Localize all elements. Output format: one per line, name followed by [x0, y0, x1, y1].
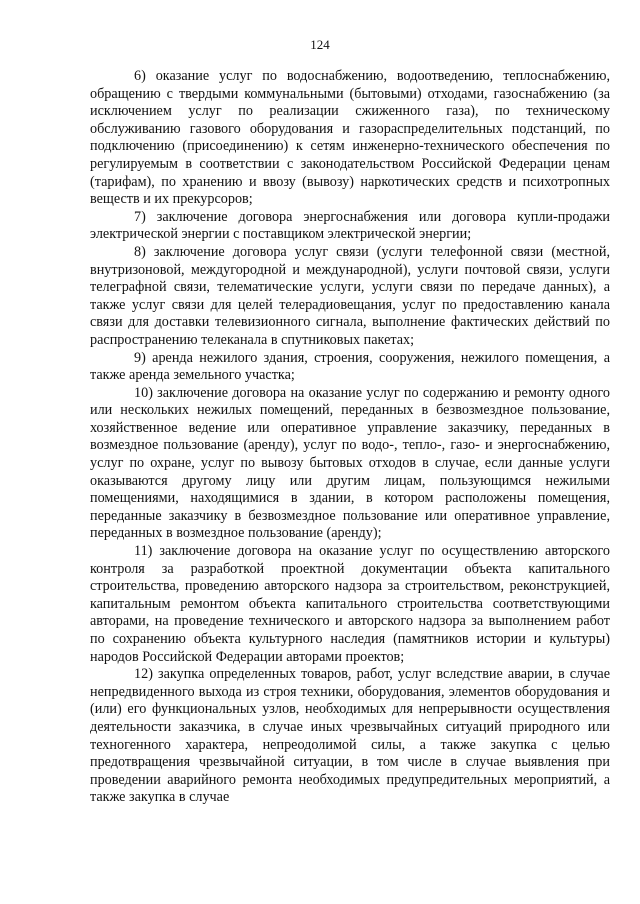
body-text	[90, 68, 610, 807]
page-number: 124	[310, 37, 330, 52]
paragraph-item-9: 9) аренда нежилого здания, строения, сооружения, нежилого помещения, а также аренда земельного участка;	[90, 349, 610, 384]
paragraph-item-10: 10) заключение договора на оказание услуг по содержанию и ремонту одного или нескольких нежилых помещений, переданных в безвозмездное пользование, хозяйственное ведение или оперативное управление заказчику, переданных в возмездное пользование (аренду), услуг по водо-, тепло-, газо- и энергоснабжению, услуг по охране, услуг по вывозу бытовых отходов в случае, если данные услуги оказываются другому лицу или другим лицам, пользующимся нежилыми помещениями, находящимися в здании, в котором расположены помещения, переданные заказчику в безвозмездное пользование или оперативное управление, переданных в возмездное пользование (аренду);	[90, 384, 610, 542]
paragraph-item-7: 7) заключение договора энергоснабжения или договора купли-продажи электрической энергии с поставщиком электрической энергии;	[90, 208, 610, 243]
paragraph-item-8: 8) заключение договора услуг связи (услуги телефонной связи (местной, внутризоновой, междугородной и международной), услуги почтовой связи, услуги телеграфной связи, телематические услуги, услуги связи по передаче данных), а также услуг связи для целей телерадиовещания, услуг по предоставлению канала связи для доставки телевизионного сигнала, выполнение фактических действий по распространению телеканала в спутниковых пакетах;	[90, 243, 610, 348]
paragraph-item-11: 11) заключение договора на оказание услуг по осуществлению авторского контроля за разработкой проектной документации объекта капитального строительства, проведению авторского надзора за строительством, реконструкцией, капитальным ремонтом объекта капитального строительства соответствующими авторами, на проведение технического и авторского надзора за выполнением работ по сохранению объекта культурного наследия (памятников истории и культуры) народов Российской Федерации авторами проектов;	[90, 543, 610, 665]
paragraph-item-6: 6) оказание услуг по водоснабжению, водоотведению, теплоснабжению, обращению с твердыми коммунальными (бытовыми) отходами, газоснабжению (за исключением услуг по реализации сжиженного газа), по техническому обслуживанию газового оборудования и газораспределительных подстанций, по подключению (присоединению) к сетям инженерно-технического обеспечения по регулируемым в соответствии с законодательством Российской Федерации ценам (тарифам), по хранению и ввозу (вывозу) наркотических средств и психотропных веществ и их прекурсоров;	[90, 68, 610, 208]
paragraph-item-12: 12) закупка определенных товаров, работ, услуг вследствие аварии, в случае непредвиденного выхода из строя техники, оборудования, элементов оборудования и (или) его функциональных узлов, необходимых для непрерывности осуществления деятельности заказчика, в случае иных чрезвычайных ситуаций природного или техногенного характера, непреодолимой силы, а также закупка с целью предотвращения чрезвычайной ситуации, в том числе в случае выявления при проведении аварийного ремонта необходимых предупредительных мероприятий, а также закупка в случае	[90, 666, 610, 806]
